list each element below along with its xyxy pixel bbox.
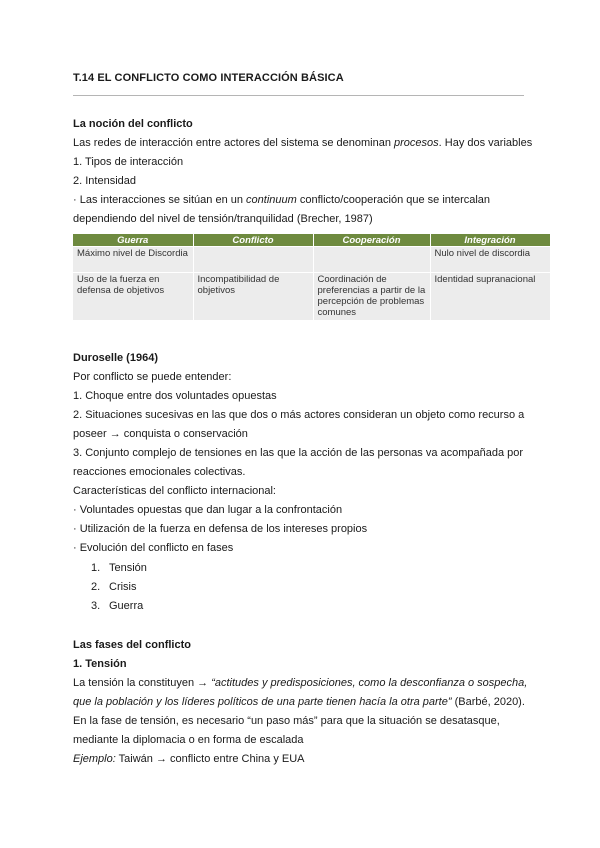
text-span: . Hay dos variables bbox=[438, 137, 533, 149]
table-row bbox=[73, 273, 550, 321]
example-label: Ejemplo: bbox=[73, 753, 116, 765]
example-line bbox=[73, 752, 305, 766]
interaction-table bbox=[73, 234, 551, 320]
section-heading-duroselle: Duroselle (1964) bbox=[73, 352, 158, 364]
text-line: 2. Situaciones sucesivas en las que dos o más actores consideran un objeto como recurso a bbox=[73, 409, 525, 421]
list-number: 1. bbox=[91, 562, 101, 574]
bullet-continuum bbox=[73, 193, 490, 207]
section-heading-nocion: La noción del conflicto bbox=[73, 118, 193, 130]
list-number: 3. bbox=[91, 600, 101, 612]
table-cell: Coordinación de preferencias a partir de la percepción de problemas comunes bbox=[313, 273, 430, 321]
table-header: Guerra bbox=[73, 234, 193, 247]
quote-text: “actitudes y predisposiciones, como la desconfianza o sospecha, bbox=[211, 677, 528, 689]
text-line: · Voluntades opuestas que dan lugar a la confrontación bbox=[73, 504, 343, 516]
italic-term: procesos bbox=[394, 137, 439, 149]
section-heading-fases: Las fases del conflicto bbox=[73, 639, 191, 651]
subheading-tension: 1. Tensión bbox=[73, 658, 127, 670]
text-line: 1. Choque entre dos voluntades opuestas bbox=[73, 390, 277, 402]
text-line: · Utilización de la fuerza en defensa de los intereses propios bbox=[73, 523, 368, 535]
quote-line bbox=[73, 676, 527, 690]
citation: (Barbé, 2020). bbox=[451, 696, 525, 708]
table-header: Conflicto bbox=[193, 234, 313, 247]
list-number: 2. bbox=[91, 581, 101, 593]
table-header: Cooperación bbox=[313, 234, 430, 247]
italic-term: continuum bbox=[246, 194, 297, 206]
table-cell: Nulo nivel de discordia bbox=[430, 247, 550, 273]
text-span: La tensión la constituyen → bbox=[73, 677, 212, 689]
list-label: Guerra bbox=[109, 600, 144, 612]
text-line: reacciones emocionales colectivas. bbox=[73, 466, 246, 478]
title-divider bbox=[73, 95, 524, 96]
text-line: poseer → conquista o conservación bbox=[73, 428, 248, 440]
list-item: 2. Intensidad bbox=[73, 175, 136, 187]
list-label: Crisis bbox=[109, 581, 137, 593]
text-line: · Evolución del conflicto en fases bbox=[73, 542, 234, 554]
table-row bbox=[73, 247, 550, 273]
paragraph-processes bbox=[73, 136, 532, 150]
bullet-continuation: dependiendo del nivel de tensión/tranquilidad (Brecher, 1987) bbox=[73, 213, 373, 225]
table-cell: Identidad supranacional bbox=[430, 273, 550, 321]
table-cell bbox=[313, 247, 430, 273]
table-cell: Incompatibilidad de objetivos bbox=[193, 273, 313, 321]
phase-list-item bbox=[91, 561, 147, 575]
text-line: En la fase de tensión, es necesario “un paso más” para que la situación se desatasque, bbox=[73, 715, 500, 727]
quote-line bbox=[73, 695, 525, 709]
quote-text: que la población y los líderes políticos de una parte tienen hacía la otra parte” bbox=[73, 696, 452, 708]
list-label: Tensión bbox=[109, 562, 147, 574]
text-span: · Las interacciones se sitúan en un bbox=[73, 194, 247, 206]
page-title: T.14 EL CONFLICTO COMO INTERACCIÓN BÁSICA bbox=[73, 72, 344, 84]
text-line: 3. Conjunto complejo de tensiones en las que la acción de las personas va acompañada por bbox=[73, 447, 524, 459]
example-text: Taiwán → conflicto entre China y EUA bbox=[115, 753, 305, 765]
text-line: mediante la diplomacia o en forma de escalada bbox=[73, 734, 304, 746]
table-cell bbox=[193, 247, 313, 273]
phase-list-item bbox=[91, 580, 137, 594]
list-item: 1. Tipos de interacción bbox=[73, 156, 184, 168]
table-header: Integración bbox=[430, 234, 550, 247]
text-line: Por conflicto se puede entender: bbox=[73, 371, 232, 383]
table-cell: Uso de la fuerza en defensa de objetivos bbox=[73, 273, 193, 321]
phase-list-item bbox=[91, 599, 143, 613]
text-span: conflicto/cooperación que se intercalan bbox=[296, 194, 491, 206]
text-line: Características del conflicto internacional: bbox=[73, 485, 276, 497]
table-cell: Máximo nivel de Discordia bbox=[73, 247, 193, 273]
text-span: Las redes de interacción entre actores del sistema se denominan bbox=[73, 137, 395, 149]
